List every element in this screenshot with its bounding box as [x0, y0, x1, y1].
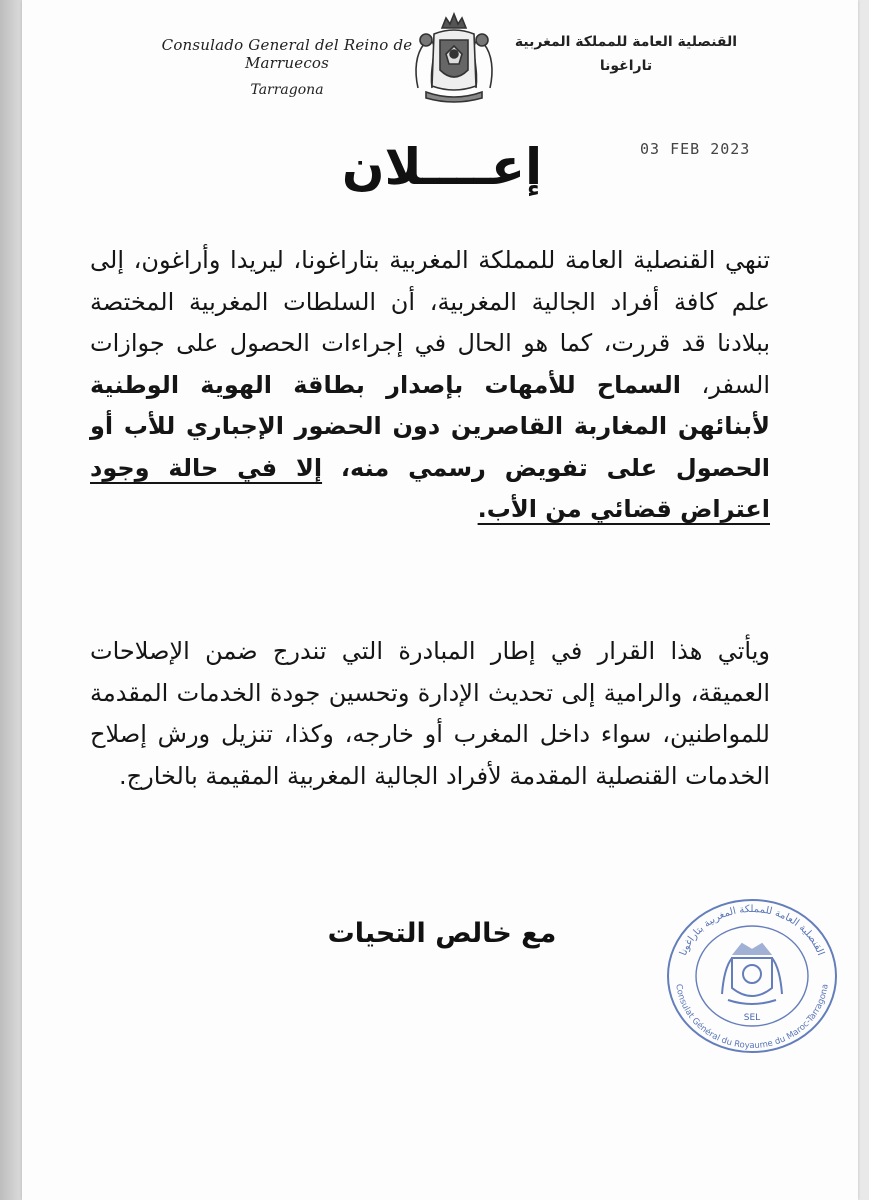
paragraph-1: [90, 240, 770, 531]
letterhead-arabic-line1: القنصلية العامة للمملكة المغربية: [514, 34, 738, 50]
consulate-seal-stamp: [662, 896, 842, 1056]
seal-center-text: SEL: [743, 1013, 761, 1023]
paragraph-1-text: تنهي القنصلية العامة للمملكة المغربية بتاراغونا، ليريدا وأراغون، إلى علم كافة أفراد الجالية المغربية، أن السلطات المغربية المختصة ببلادنا قد قررت، كما هو الحال في إجراءات الحصول على جوازات السفر،: [90, 246, 770, 399]
scan-edge: [0, 0, 22, 1200]
closing-salutation: مع خالص التحيات: [327, 918, 557, 949]
letterhead-arabic-line2: تاراغونا: [599, 58, 653, 74]
letterhead-french-line2: Tarragona: [250, 82, 324, 98]
seal-arabic-ring: القنصلية العامة للمملكة المغربية بتاراغونا: [678, 903, 827, 958]
letterhead-arabic: [506, 34, 746, 74]
paragraph-1-bold: السماح للأمهات بإصدار بطاقة الهوية الوطنية لأبنائهن المغاربة القاصرين دون الحضور الإجباري للأب أو الحصول على تفويض رسمي منه،: [90, 370, 770, 482]
paragraph-2: ويأتي هذا القرار في إطار المبادرة التي تندرج ضمن الإصلاحات العميقة، والرامية إلى تحديث الإدارة وتحسين جودة الخدمات المقدمة للمواطنين، سواء داخل المغرب أو خارجه، وكذا، تنزيل ورش إصلاح الخدمات القنصلية المقدمة لأفراد الجالية المغربية المقيمة بالخارج.: [90, 637, 770, 790]
letterhead-french-line1: Consulado General del Reino de Marruecos: [161, 36, 413, 72]
date-stamp: 03 FEB 2023: [640, 140, 751, 158]
moroccan-coat-of-arms-icon: [404, 10, 504, 106]
paragraph-1-bold-underlined: إلا في حالة وجود اعتراض قضائي من الأب.: [90, 453, 770, 523]
seal-french-ring: Consulat Général du Royaume du Maroc-Tarragona: [673, 983, 831, 1052]
announcement-title: إعــــلان: [341, 138, 543, 196]
document-page: [22, 0, 858, 1200]
letterhead-french: [142, 36, 432, 98]
